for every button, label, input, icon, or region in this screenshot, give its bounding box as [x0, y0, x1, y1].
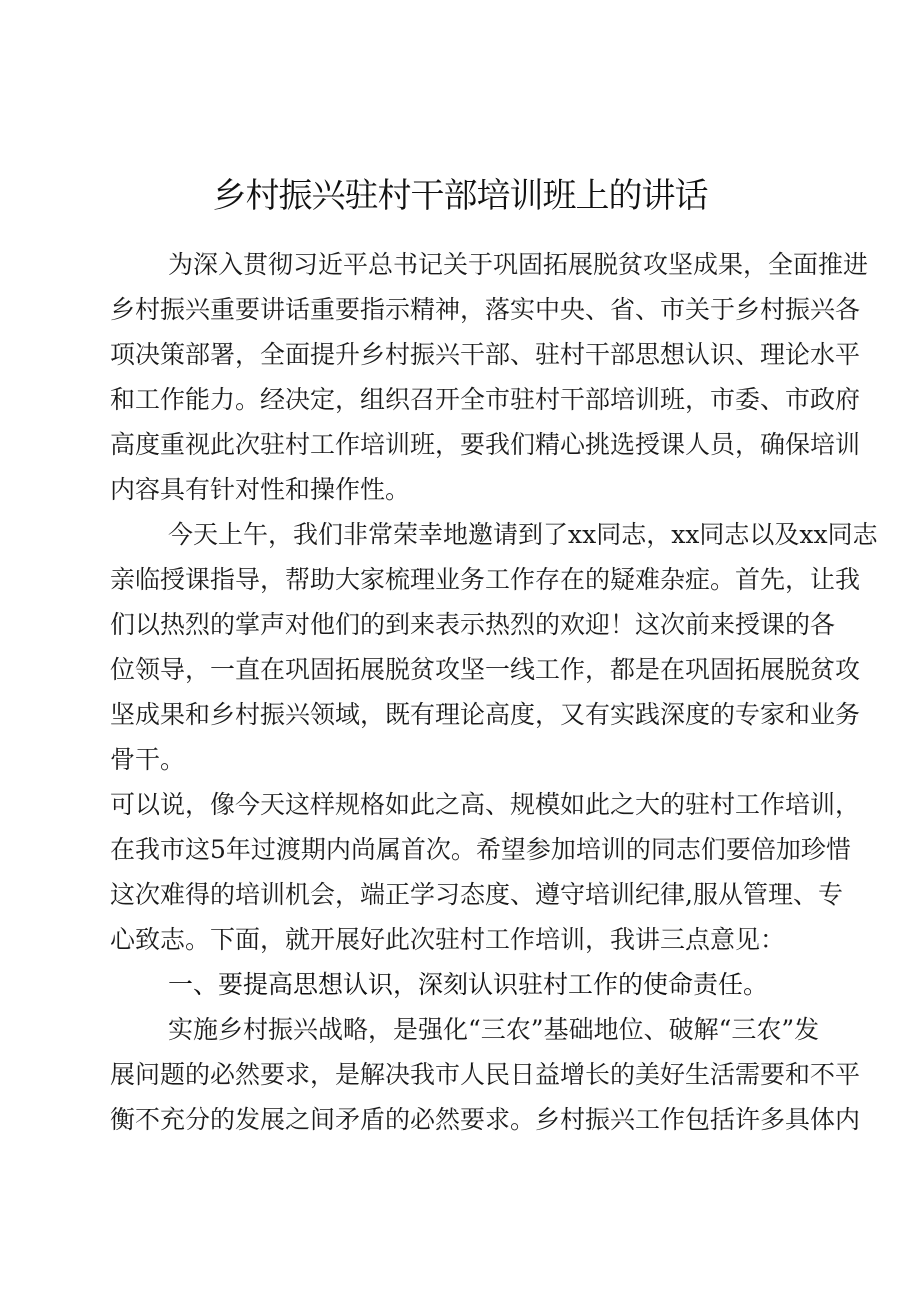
- paragraph-2-line: 坚成果和乡村振兴领域，既有理论高度，又有实践深度的专家和业务: [110, 700, 861, 729]
- document-title: 乡村振兴驻村干部培训班上的讲话: [212, 176, 708, 216]
- paragraph-1-line: 为深入贯彻习近平总书记关于巩固拓展脱贫攻坚成果，全面推进: [168, 250, 869, 279]
- paragraph-1-line: 高度重视此次驻村工作培训班，要我们精心挑选授课人员，确保培训: [110, 430, 861, 459]
- paragraph-4-line: 实施乡村振兴战略，是强化“三农”基础地位、破解“三农”发: [168, 1015, 820, 1044]
- paragraph-2-line: 位领导，一直在巩固拓展脱贫攻坚一线工作，都是在巩固拓展脱贫攻: [110, 655, 861, 684]
- section-heading: 一、要提高思想认识，深刻认识驻村工作的使命责任。: [168, 970, 769, 999]
- paragraph-4-line: 衡不充分的发展之间矛盾的必然要求。乡村振兴工作包括许多具体内: [110, 1105, 861, 1134]
- paragraph-1-line: 乡村振兴重要讲话重要指示精神，落实中央、省、市关于乡村振兴各: [110, 295, 861, 324]
- paragraph-2-line: 们以热烈的掌声对他们的到来表示热烈的欢迎！这次前来授课的各: [110, 610, 836, 639]
- paragraph-1-line: 项决策部署，全面提升乡村振兴干部、驻村干部思想认识、理论水平: [110, 340, 861, 369]
- paragraph-3-line: 在我市这5年过渡期内尚属首次。希望参加培训的同志们要倍加珍惜: [110, 835, 851, 864]
- paragraph-4-line: 展问题的必然要求，是解决我市人民日益增长的美好生活需要和不平: [110, 1060, 861, 1089]
- paragraph-2-line: 今天上午，我们非常荣幸地邀请到了xx同志，xx同志以及xx同志: [168, 520, 878, 549]
- paragraph-3-line: 可以说，像今天这样规格如此之高、规模如此之大的驻村工作培训，: [110, 790, 861, 819]
- paragraph-1-line: 和工作能力。经决定，组织召开全市驻村干部培训班，市委、市政府: [110, 385, 861, 414]
- paragraph-2-line: 亲临授课指导，帮助大家梳理业务工作存在的疑难杂症。首先，让我: [110, 565, 861, 594]
- paragraph-3-line: 心致志。下面，就开展好此次驻村工作培训，我讲三点意见：: [110, 925, 786, 954]
- paragraph-3-line: 这次难得的培训机会，端正学习态度、遵守培训纪律,服从管理、专: [110, 880, 843, 909]
- paragraph-1-line: 内容具有针对性和操作性。: [110, 475, 411, 504]
- paragraph-2-line: 骨干。: [110, 745, 186, 774]
